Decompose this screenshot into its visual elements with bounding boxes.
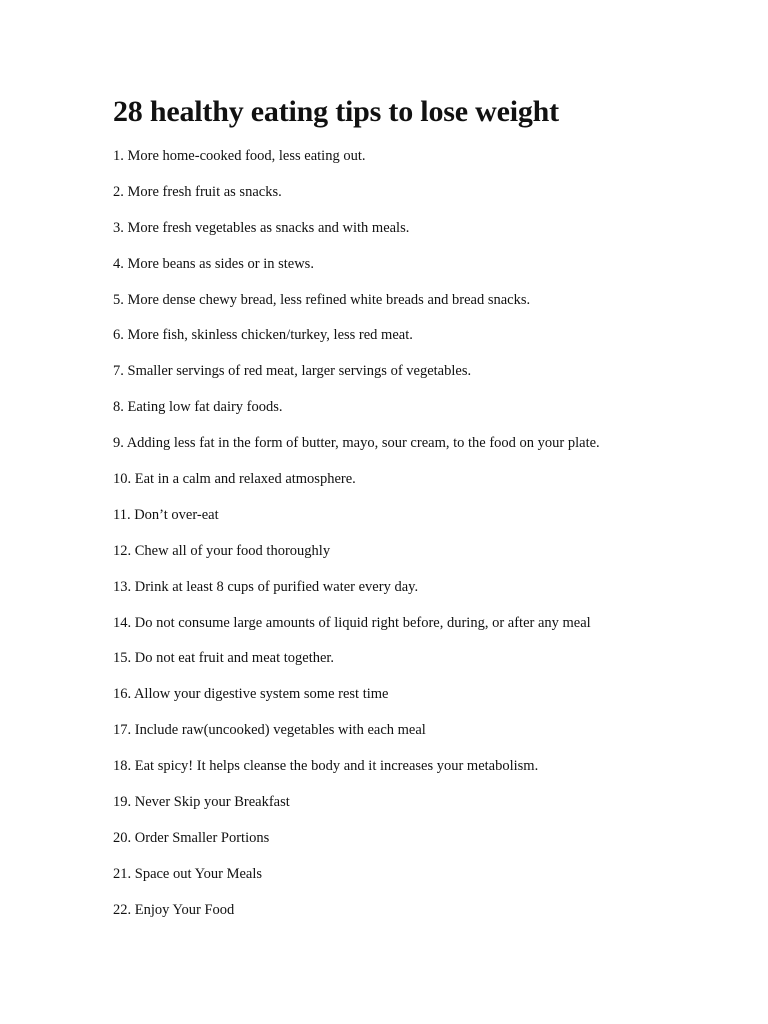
list-item: 18. Eat spicy! It helps cleanse the body and it increases your metabolism. bbox=[113, 758, 539, 775]
document-page bbox=[113, 94, 733, 918]
list-item: 19. Never Skip your Breakfast bbox=[113, 794, 290, 811]
list-item: 7. Smaller servings of red meat, larger servings of vegetables. bbox=[113, 363, 472, 380]
list-item: 21. Space out Your Meals bbox=[113, 865, 263, 882]
list-item: 5. More dense chewy bread, less refined white breads and bread snacks. bbox=[113, 291, 531, 308]
list-item: 6. More fish, skinless chicken/turkey, less red meat. bbox=[113, 327, 413, 344]
list-item: 16. Allow your digestive system some rest time bbox=[113, 686, 389, 703]
list-item: 2. More fresh fruit as snacks. bbox=[113, 183, 282, 200]
list-item: 8. Eating low fat dairy foods. bbox=[113, 399, 283, 416]
page-title: 28 healthy eating tips to lose weight bbox=[113, 95, 559, 128]
list-item: 22. Enjoy Your Food bbox=[113, 901, 235, 918]
list-item: 10. Eat in a calm and relaxed atmosphere. bbox=[113, 471, 356, 488]
list-item: 17. Include raw(uncooked) vegetables with each meal bbox=[113, 722, 426, 739]
list-item: 3. More fresh vegetables as snacks and with meals. bbox=[113, 219, 410, 236]
list-item: 9. Adding less fat in the form of butter, mayo, sour cream, to the food on your plate. bbox=[113, 435, 600, 452]
list-item: 13. Drink at least 8 cups of purified water every day. bbox=[113, 578, 419, 595]
list-item: 14. Do not consume large amounts of liquid right before, during, or after any meal bbox=[113, 614, 591, 631]
list-item: 12. Chew all of your food thoroughly bbox=[113, 542, 331, 559]
tips-list bbox=[113, 146, 733, 936]
list-item: 20. Order Smaller Portions bbox=[113, 829, 270, 846]
list-item: 15. Do not eat fruit and meat together. bbox=[113, 650, 335, 667]
list-item: 11. Don’t over-eat bbox=[113, 506, 219, 523]
list-item: 1. More home-cooked food, less eating out. bbox=[113, 148, 366, 164]
list-item: 4. More beans as sides or in stews. bbox=[113, 255, 314, 272]
